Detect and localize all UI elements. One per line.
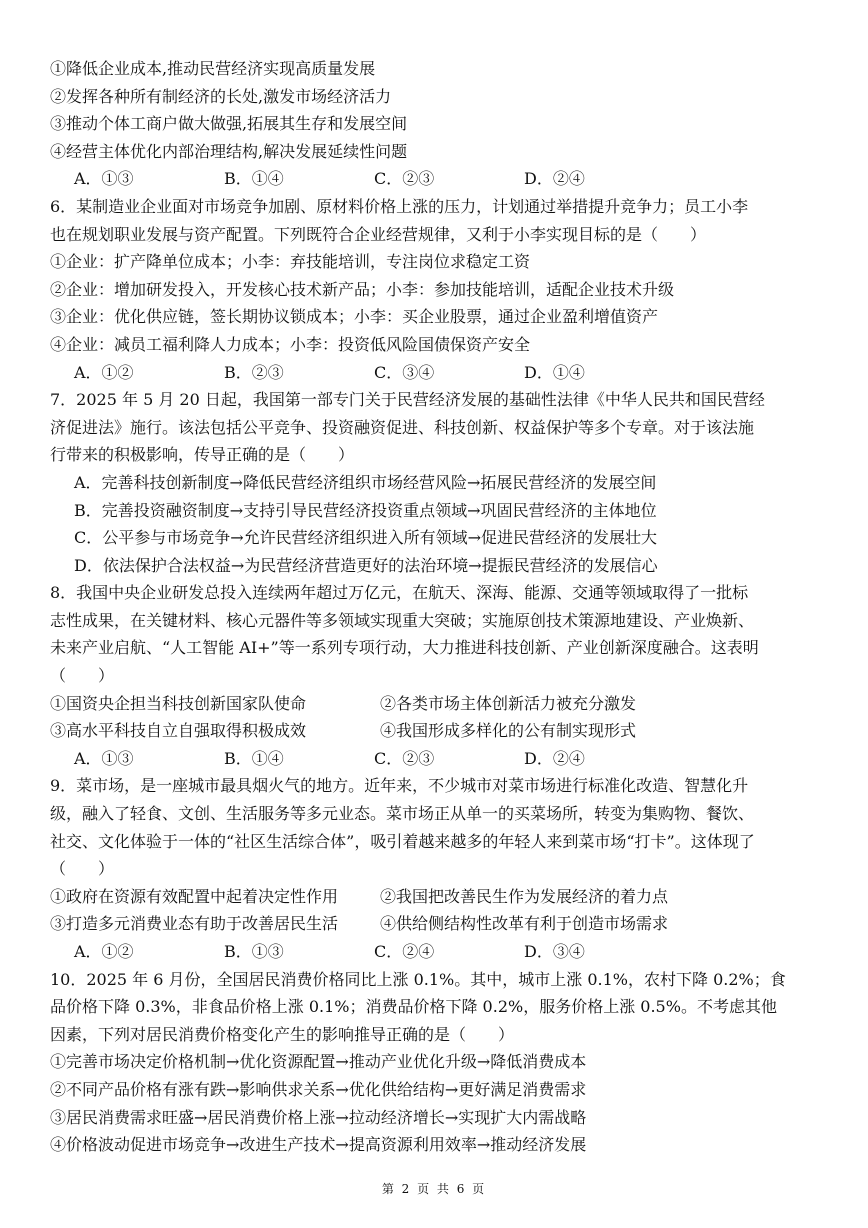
q7-option-b[interactable]: B．完善投资融资制度→支持引导民营经济投资重点领域→巩固民营经济的主体地位: [74, 500, 657, 520]
q6-item-2: ②企业：增加研发投入，开发核心技术新产品；小李：参加技能培训，适配企业技术升级: [50, 279, 675, 299]
q10-item-3: ③居民消费需求旺盛→居民消费价格上涨→拉动经济增长→实现扩大内需战略: [50, 1107, 587, 1127]
q9-item-2: ②我国把改善民生作为发展经济的着力点: [380, 886, 669, 906]
q6-option-a[interactable]: A．①②: [74, 362, 134, 382]
q8-stem-1: 8．我国中央企业研发总投入连续两年超过万亿元，在航天、深海、能源、交通等领域取得了一批标: [50, 583, 749, 603]
q8-options: [50, 745, 825, 773]
q7-option-c[interactable]: C．公平参与市场竞争→允许民营经济组织进入所有领域→促进民营经济的发展壮大: [74, 528, 658, 548]
q10-item-4: ④价格波动促进市场竞争→改进生产技术→提高资源利用效率→推动经济发展: [50, 1135, 587, 1155]
q10-stem-3: 因素，下列对居民消费价格变化产生的影响推导正确的是（ ）: [50, 1024, 515, 1044]
q9-option-c[interactable]: C．②④: [374, 942, 435, 961]
page-footer: 第 2 页 共 6 页: [381, 1182, 487, 1196]
q9-option-d[interactable]: D．③④: [524, 942, 585, 961]
q9-options: [50, 938, 825, 966]
q9-stem-1: 9．菜市场，是一座城市最具烟火气的地方。近年来，不少城市对菜市场进行标准化改造、智慧化升: [50, 776, 749, 796]
q6-option-d[interactable]: D．①④: [524, 362, 585, 382]
q8-option-c[interactable]: C．②③: [374, 748, 435, 768]
q6-item-4: ④企业：减员工福利降人力成本；小李：投资低风险国债保资产安全: [50, 334, 531, 354]
q5-item-1: ①降低企业成本,推动民营经济实现高质量发展: [50, 59, 376, 78]
q5-option-c[interactable]: C．②③: [374, 169, 435, 189]
q9-item-3: ③打造多元消费业态有助于改善居民生活: [50, 914, 339, 934]
q9-stem-2: 级，融入了轻食、文创、生活服务等多元业态。菜市场正从单一的买菜场所，转变为集购物、餐饮、: [50, 804, 755, 824]
q5-options: [50, 165, 825, 193]
q6-options: [50, 359, 825, 387]
q8-items-row-1: [50, 690, 825, 718]
q8-option-b[interactable]: B．①④: [224, 748, 284, 768]
q5-option-d[interactable]: D．②④: [524, 169, 585, 189]
q6-item-1: ①企业：扩产降单位成本；小李：弃技能培训，专注岗位求稳定工资: [50, 252, 531, 272]
q6-stem-1: 6．某制造业企业面对市场竞争加剧、原材料价格上涨的压力，计划通过举措提升竞争力；员工小李: [50, 196, 749, 216]
q7-stem-2: 济促进法》施行。该法包括公平竞争、投资融资促进、科技创新、权益保护等多个专章。对于该法施: [50, 417, 755, 437]
q6-option-b[interactable]: B．②③: [224, 362, 284, 382]
q9-option-a[interactable]: A．①②: [74, 942, 134, 961]
q7-option-d[interactable]: D．依法保护合法权益→为民营经济营造更好的法治环境→提振民营经济的发展信心: [74, 555, 658, 575]
q9-items-row-2: [50, 910, 825, 938]
q10-item-1: ①完善市场决定价格机制→优化资源配置→推动产业优化升级→降低消费成本: [50, 1052, 587, 1072]
q10-stem-2: 品价格下降 0.3%，非食品价格上涨 0.1%；消费品价格下降 0.2%，服务价格上涨 0.5%。不考虑其他: [50, 997, 777, 1017]
q8-item-2: ②各类市场主体创新活力被充分激发: [380, 693, 637, 713]
q9-option-b[interactable]: B．①③: [224, 942, 284, 961]
q10-stem-1: 10．2025 年 6 月份，全国居民消费价格同比上涨 0.1%。其中，城市上涨 0.1%，农村下降 0.2%；食: [50, 969, 786, 989]
q6-option-c[interactable]: C．③④: [374, 362, 435, 382]
q9-stem-3: 社交、文化体验于一体的“社区生活综合体”，吸引着越来越多的年轻人来到菜市场“打卡”。这体现了: [50, 831, 755, 851]
q8-item-1: ①国资央企担当科技创新国家队使命: [50, 693, 307, 713]
q8-items-row-2: [50, 717, 825, 745]
q6-stem-2: 也在规划职业发展与资产配置。下列既符合企业经营规律，又利于小李实现目标的是（ ）: [50, 224, 707, 244]
q10-item-2: ②不同产品价格有涨有跌→影响供求关系→优化供给结构→更好满足消费需求: [50, 1079, 587, 1099]
q9-items-row-1: [50, 883, 825, 911]
q7-stem-1: 7．2025 年 5 月 20 日起，我国第一部专门关于民营经济发展的基础性法律《中华人民共和国民营经: [50, 390, 765, 410]
q8-stem-4: （ ）: [50, 666, 115, 686]
q9-stem-4: （ ）: [50, 859, 115, 879]
q8-stem-3: 未来产业启航、“人工智能 AI+”等一系列专项行动，大力推进科技创新、产业创新深度融合。这表明: [50, 638, 759, 658]
q9-item-1: ①政府在资源有效配置中起着决定性作用: [50, 886, 339, 906]
q5-item-3: ③推动个体工商户做大做强,拓展其生存和发展空间: [50, 114, 408, 134]
q7-stem-3: 行带来的积极影响，传导正确的是（ ）: [50, 445, 355, 465]
q8-stem-2: 志性成果，在关键材料、核心元器件等多领域实现重大突破；实施原创技术策源地建设、产业焕新、: [50, 610, 755, 630]
q9-item-4: ④供给侧结构性改革有利于创造市场需求: [380, 914, 669, 934]
q5-option-a[interactable]: A．①③: [74, 169, 134, 189]
q5-item-2: ②发挥各种所有制经济的长处,激发市场经济活力: [50, 86, 392, 106]
q8-option-d[interactable]: D．②④: [524, 748, 585, 768]
q8-item-3: ③高水平科技自立自强取得积极成效: [50, 721, 307, 741]
q5-option-b[interactable]: B．①④: [224, 169, 284, 189]
q7-option-a[interactable]: A．完善科技创新制度→降低民营经济组织市场经营风险→拓展民营经济的发展空间: [74, 472, 657, 492]
q8-option-a[interactable]: A．①③: [74, 748, 134, 768]
q6-item-3: ③企业：优化供应链，签长期协议锁成本；小李：买企业股票，通过企业盈利增值资产: [50, 307, 659, 327]
q5-item-4: ④经营主体优化内部治理结构,解决发展延续性问题: [50, 141, 408, 161]
question-content: [50, 55, 825, 1159]
q8-item-4: ④我国形成多样化的公有制实现形式: [380, 721, 637, 741]
